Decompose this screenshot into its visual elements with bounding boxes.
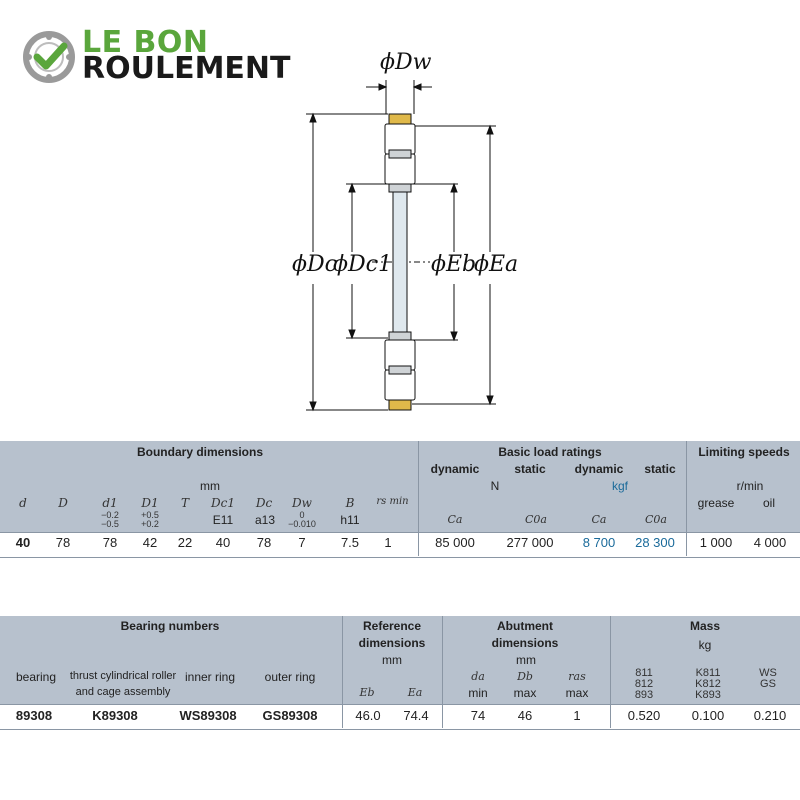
- col-thrust-line2: and cage assembly: [75, 686, 171, 698]
- static-kgf-label: static: [644, 462, 676, 476]
- col-max-1: max: [513, 686, 537, 700]
- reference-header-2: dimensions: [358, 636, 426, 650]
- tol-B: h11: [340, 513, 360, 527]
- tol-Dc1: E11: [212, 513, 234, 527]
- tol-Dw-upper: 0: [299, 510, 305, 520]
- abutment-mm: mm: [516, 653, 536, 667]
- val-T: 22: [177, 535, 193, 550]
- tol-d1-upper: −0.2: [101, 510, 119, 520]
- val-C0a-n: 277 000: [506, 535, 554, 550]
- tol-d1-lower: −0.5: [101, 519, 119, 529]
- val-oil: 4 000: [753, 535, 787, 550]
- mass-series2-a: K811: [695, 667, 721, 679]
- sym-d1: d1: [102, 496, 118, 510]
- sym-C0a-kgf: C0a: [645, 513, 667, 526]
- sym-rsmin: rs min: [376, 496, 409, 507]
- label-dc1: ϕDc1: [333, 252, 392, 277]
- sym-Ca-n: Ca: [447, 513, 463, 526]
- bearing-numbers-table: [0, 616, 800, 728]
- tol-D1-upper: +0.5: [141, 510, 159, 520]
- val-inner: WS89308: [179, 708, 237, 723]
- oil-label: oil: [762, 496, 775, 510]
- col-outer-ring: outer ring: [264, 670, 316, 684]
- col-max-2: max: [565, 686, 589, 700]
- val-Db: 46: [517, 708, 533, 723]
- tol-Dc: a13: [254, 513, 276, 527]
- mass-series1-b: 812: [634, 678, 654, 690]
- val-Dc1: 40: [215, 535, 231, 550]
- mass-series3-a: WS: [759, 667, 777, 679]
- col-inner-ring: inner ring: [184, 670, 236, 684]
- tol-Dw-lower: −0.010: [288, 519, 316, 529]
- val-da: 74: [470, 708, 486, 723]
- val-ras: 1: [573, 708, 581, 723]
- limiting-speeds-header: Limiting speeds: [698, 445, 790, 459]
- abutment-header-2: dimensions: [491, 636, 559, 650]
- col-thrust-line1: thrust cylindrical roller: [69, 670, 177, 682]
- val-Dc: 78: [256, 535, 272, 550]
- load-ratings-header: Basic load ratings: [498, 445, 602, 459]
- sym-ras: ras: [568, 670, 586, 683]
- val-Ca-n: 85 000: [435, 535, 475, 550]
- abutment-header-1: Abutment: [497, 619, 553, 633]
- dynamic-kgf-label: dynamic: [574, 462, 624, 476]
- grease-label: grease: [697, 496, 735, 510]
- static-n-label: static: [514, 462, 546, 476]
- val-bearing: 89308: [15, 708, 53, 723]
- sym-Db: Db: [517, 670, 533, 683]
- val-Ea: 74.4: [403, 708, 429, 723]
- val-C0a-kgf: 28 300: [635, 535, 675, 550]
- sym-Dw: Dw: [292, 496, 312, 510]
- mass-series1-a: 811: [635, 667, 653, 679]
- dynamic-n-label: dynamic: [430, 462, 480, 476]
- mass-series2-b: K812: [695, 678, 721, 690]
- sym-Ea: Ea: [407, 686, 423, 699]
- val-B: 7.5: [340, 535, 360, 550]
- val-cage: K89308: [92, 708, 138, 723]
- mm-label: mm: [200, 479, 220, 493]
- mass-series1-c: 893: [634, 689, 654, 701]
- sym-Ca-kgf: Ca: [591, 513, 607, 526]
- sym-Dc1: Dc1: [211, 496, 235, 510]
- val-Eb: 46.0: [355, 708, 381, 723]
- mass-kg: kg: [698, 638, 712, 652]
- sym-B: B: [345, 496, 355, 510]
- sym-T: T: [180, 496, 189, 510]
- val-D1: 42: [142, 535, 158, 550]
- sym-Dc: Dc: [255, 496, 273, 510]
- tol-D1-lower: +0.2: [141, 519, 159, 529]
- sym-da: da: [471, 670, 485, 683]
- mass-series3-b: GS: [760, 678, 776, 690]
- label-dc: ϕDc: [292, 252, 337, 277]
- logo-line2: ROULEMENT: [82, 51, 291, 86]
- val-d1: 78: [102, 535, 118, 550]
- val-mass2: 0.100: [691, 708, 725, 723]
- val-Ca-kgf: 8 700: [582, 535, 616, 550]
- sym-D: D: [58, 496, 68, 510]
- label-dw: ϕDw: [380, 50, 432, 75]
- bearing-numbers-header: Bearing numbers: [120, 619, 220, 633]
- val-D: 78: [55, 535, 71, 550]
- val-d: 40: [15, 535, 31, 550]
- sym-D1: D1: [141, 496, 159, 510]
- val-rsmin: 1: [384, 535, 392, 550]
- col-bearing: bearing: [15, 670, 57, 684]
- unit-n: N: [490, 479, 500, 493]
- reference-mm: mm: [382, 653, 402, 667]
- boundary-header: Boundary dimensions: [136, 445, 264, 459]
- mass-header: Mass: [689, 619, 721, 633]
- val-mass3: 0.210: [753, 708, 787, 723]
- val-Dw: 7: [298, 535, 306, 550]
- label-eb: ϕEb: [431, 252, 477, 277]
- sym-d: d: [19, 496, 27, 510]
- sym-Eb: Eb: [359, 686, 375, 699]
- rmin-label: r/min: [736, 479, 764, 493]
- sym-C0a-n: C0a: [525, 513, 547, 526]
- logo-line1: LE BON: [82, 25, 209, 60]
- col-min: min: [468, 686, 488, 700]
- val-grease: 1 000: [699, 535, 733, 550]
- val-mass1: 0.520: [627, 708, 661, 723]
- val-outer: GS89308: [262, 708, 318, 723]
- unit-kgf: kgf: [611, 479, 628, 493]
- reference-header-1: Reference: [362, 619, 422, 633]
- label-ea: ϕEa: [474, 252, 519, 277]
- mass-series2-c: K893: [695, 689, 721, 701]
- dimensions-table: [0, 441, 800, 556]
